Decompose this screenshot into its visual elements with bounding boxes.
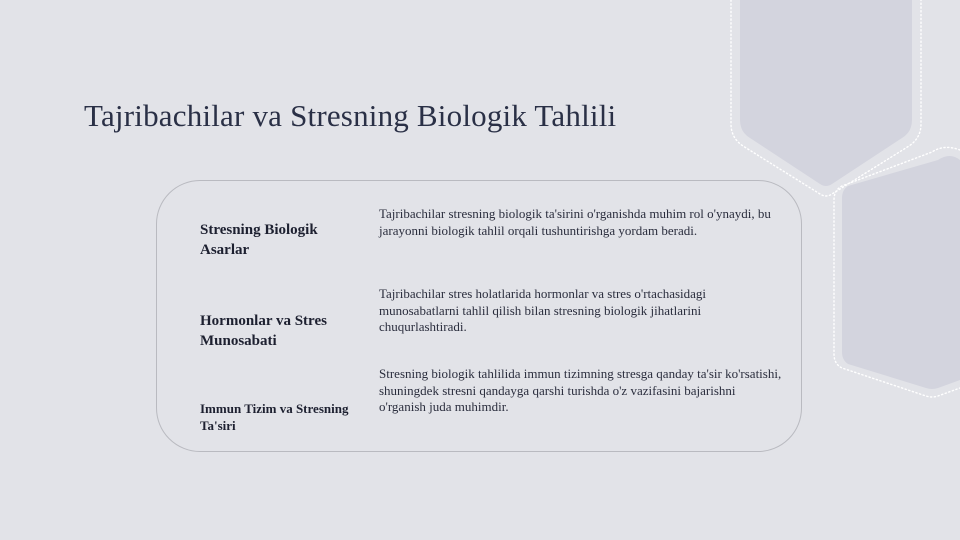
decor-shape-lower-outline	[834, 147, 960, 397]
row-text-biological-effects: Tajribachilar stresning biologik ta'sirini o'rganishda muhim rol o'ynaydi, bu jarayonni biologik tahlil orqali tushuntirishga yordam beradi.	[379, 206, 771, 238]
decor-shape-upper	[740, 0, 912, 186]
row-heading-immune-system: Immun Tizim va Stresning Ta'siri	[200, 401, 349, 433]
row-heading-hormones: Hormonlar va Stres Munosabati	[200, 313, 327, 349]
decor-shape-upper-outline	[731, 0, 921, 196]
row-heading-biological-effects: Stresning Biologik Asarlar	[200, 222, 318, 258]
decor-shape-lower	[842, 156, 960, 389]
row-text-hormones: Tajribachilar stres holatlarida hormonlar va stres o'rtachasidagi munosabatlarni tahlil qilish bilan stresning biologik jihatlarini chuqurlashtiradi.	[379, 286, 707, 334]
page-title: Tajribachilar va Stresning Biologik Tahlili	[84, 98, 617, 133]
row-text-immune-system: Stresning biologik tahlilida immun tizimning stresga qanday ta'sir ko'rsatishi, shuningdek stresni qandayga qarshi turishda o'z vazifasini bajarishni o'rganish juda muhimdir.	[379, 366, 782, 414]
